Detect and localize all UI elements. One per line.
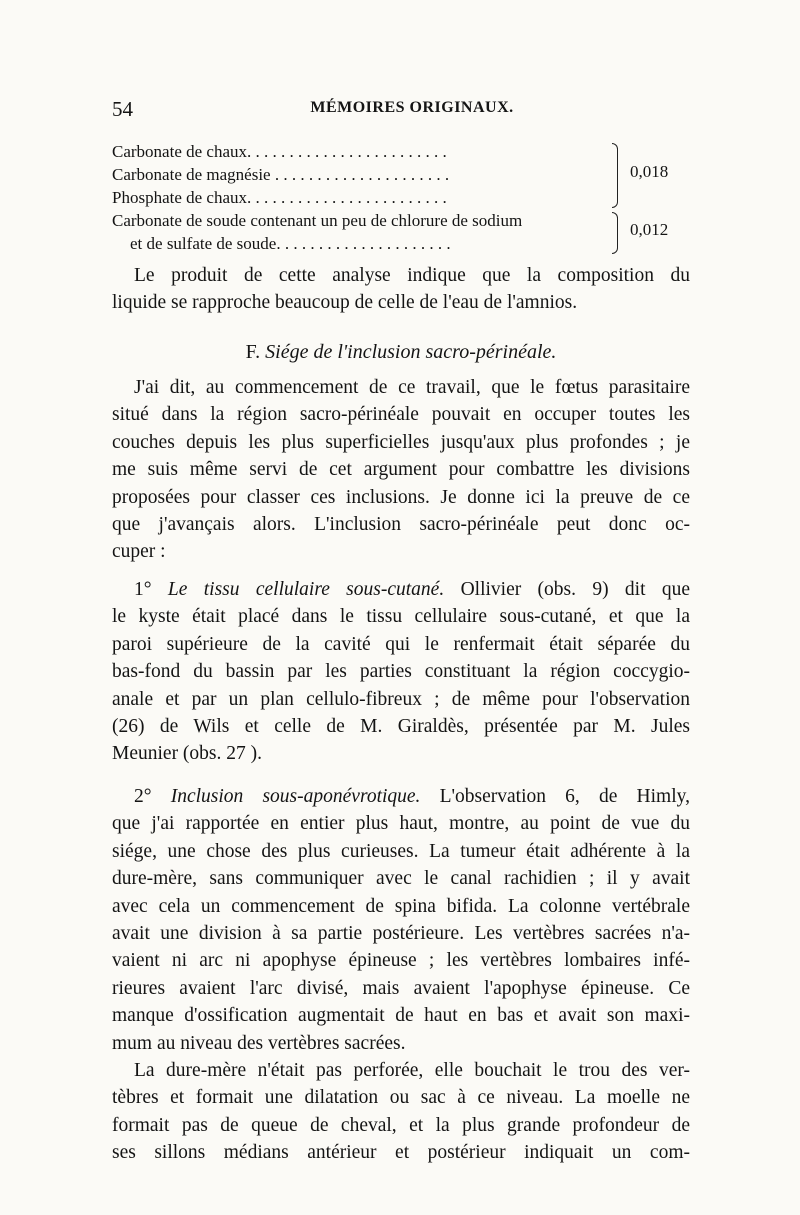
section-title <box>112 341 690 364</box>
text-line: (26) de Wils et celle de M. Giraldès, présentée par M. Jules <box>112 715 690 737</box>
paragraph-1 <box>112 262 690 317</box>
text-line: bas-fond du bassin par les parties constituant la région coccygio- <box>112 661 690 683</box>
text-line: rieures avaient l'arc divisé, mais avaient l'apophyse épineuse. Ce <box>112 977 690 999</box>
text-line: liquide se rapproche beaucoup de celle de l'eau de l'amnios. <box>112 292 578 314</box>
text-line: avec cela un commencement de spina bifida. La colonne vertébrale <box>112 895 690 917</box>
value-group2: 0,012 <box>630 220 669 239</box>
section-letter: F. <box>245 341 261 363</box>
text-line: proposées pour classer ces inclusions. Je donne ici la preuve de ce <box>112 486 690 508</box>
paragraph-3 <box>112 576 690 768</box>
text-line: cuper : <box>112 541 166 563</box>
text-line: situé dans la région sacro-périnéale pouvait en occuper toutes les <box>112 404 690 426</box>
text-line: La dure-mère n'était pas perforée, elle bouchait le trou des ver- <box>134 1060 690 1081</box>
text-line: que j'ai rapportée en entier plus haut, montre, au point de vue du <box>112 813 690 835</box>
text-line: le kyste était placé dans le tissu cellulaire sous-cutané, et que la <box>112 606 690 628</box>
text-line: tèbres et formait une dilatation ou sac à ce niveau. La moelle ne <box>112 1087 690 1109</box>
text-line: mum au niveau des vertèbres sacrées. <box>112 1032 406 1054</box>
paragraph-2 <box>112 374 690 566</box>
text-line: 1° Le tissu cellulaire sous-cutané. Ollivier (obs. 9) dit que <box>134 579 690 600</box>
paragraph-4 <box>112 783 690 1057</box>
table-row: Phosphate de chaux. . . . . . . . . . . . . . . . . . . . . . . . <box>112 188 447 207</box>
text-line: avait une division à sa partie postérieure. Les vertèbres sacrées n'a- <box>112 922 690 944</box>
paragraph-5 <box>112 1057 690 1167</box>
value-group1: 0,018 <box>630 162 669 181</box>
text-line: vaient ni arc ni apophyse épineuse ; les vertèbres lombaires infé- <box>112 950 690 972</box>
brace-group1 <box>612 143 618 208</box>
running-title: MÉMOIRES ORIGINAUX. <box>310 99 514 116</box>
text-line: que j'avançais alors. L'inclusion sacro-périnéale peut donc oc- <box>112 513 690 535</box>
text-line: manque d'ossification augmentait de haut en bas et avait son maxi- <box>112 1005 690 1027</box>
text-line: J'ai dit, au commencement de ce travail, que le fœtus parasitaire <box>134 377 690 398</box>
text-line: ses sillons médians antérieur et postérieur indiquait un com- <box>112 1142 690 1164</box>
text-line: anale et par un plan cellulo-fibreux ; de même pour l'observation <box>112 688 690 710</box>
text-line: paroi supérieure de la cavité qui le renfermait était séparée du <box>112 633 690 655</box>
text-line: couches depuis les plus superficielles jusqu'aux plus profondes ; je <box>112 431 690 453</box>
table-row: Carbonate de chaux. . . . . . . . . . . . . . . . . . . . . . . . <box>112 142 447 161</box>
analysis-table <box>112 140 712 255</box>
table-row: et de sulfate de soude. . . . . . . . . . . . . . . . . . . . . <box>130 234 451 253</box>
text-line: 2° Inclusion sous-aponévrotique. L'observation 6, de Himly, <box>134 786 690 807</box>
text-line: Le produit de cette analyse indique que la composition du <box>134 265 690 286</box>
text-line: dure-mère, sans communiquer avec le canal rachidien ; il y avait <box>112 868 690 890</box>
section-title-text: Siége de l'inclusion sacro-périnéale. <box>265 341 557 363</box>
text-line: formait pas de queue de cheval, et la plus grande profondeur de <box>112 1114 690 1136</box>
text-line: siége, une chose des plus curieuses. La tumeur était adhérente à la <box>112 840 690 862</box>
brace-group2 <box>612 212 618 254</box>
table-row: Carbonate de magnésie . . . . . . . . . . . . . . . . . . . . . <box>112 165 450 184</box>
page-number: 54 <box>112 97 133 121</box>
page-header <box>112 97 712 125</box>
text-line: Meunier (obs. 27 ). <box>112 743 263 765</box>
text-line: me suis même servi de cet argument pour combattre les divisions <box>112 459 690 481</box>
table-row: Carbonate de soude contenant un peu de chlorure de sodium <box>112 211 523 230</box>
